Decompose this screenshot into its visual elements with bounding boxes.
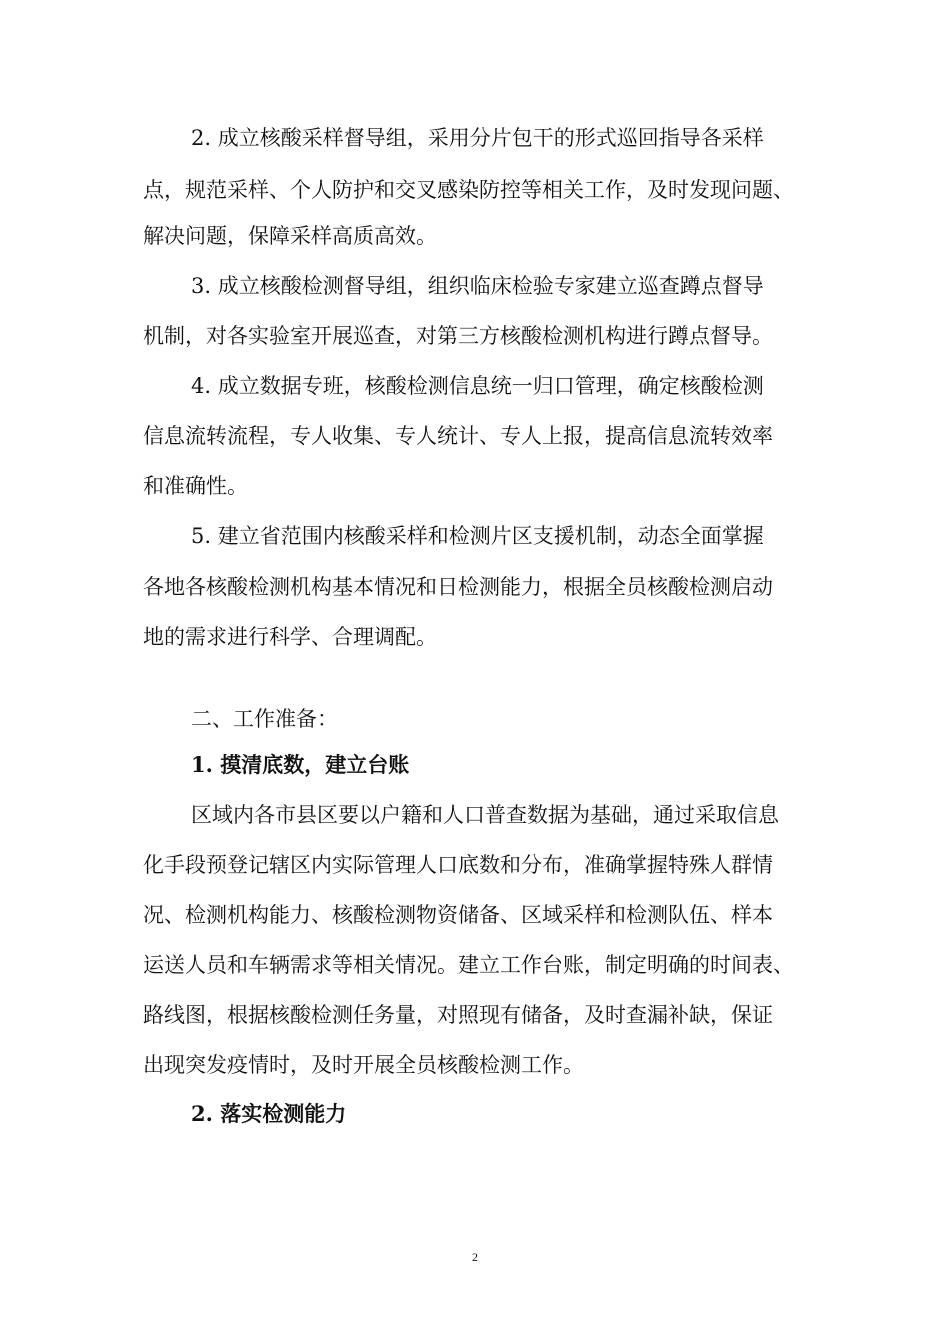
- subsection-1-heading: 1. 摸清底数，建立台账: [191, 752, 410, 777]
- paragraph-5-line-2: 各地各核酸检测机构基本情况和日检测能力，根据全员核酸检测启动: [143, 575, 773, 599]
- section-heading: 二、工作准备：: [191, 707, 338, 731]
- page-number: 2: [472, 1250, 478, 1264]
- paragraph-2-line-3: 解决问题，保障采样高质高效。: [143, 224, 437, 248]
- subsection-1-line-3: 况、检测机构能力、核酸检测物资储备、区域采样和检测队伍、样本: [143, 903, 773, 927]
- paragraph-4-line-2: 信息流转流程，专人收集、专人统计、专人上报，提高信息流转效率: [143, 424, 773, 448]
- paragraph-4-line-3: 和准确性。: [143, 474, 248, 498]
- subsection-1-line-5: 路线图，根据核酸检测任务量，对照现有储备，及时查漏补缺，保证: [143, 1003, 773, 1027]
- paragraph-5-line-3: 地的需求进行科学、合理调配。: [143, 625, 437, 649]
- subsection-2-heading: 2. 落实检测能力: [191, 1101, 347, 1126]
- paragraph-2-line-1: 2. 成立核酸采样督导组，采用分片包干的形式巡回指导各采样: [191, 126, 764, 150]
- subsection-1-line-6: 出现突发疫情时，及时开展全员核酸检测工作。: [143, 1053, 584, 1077]
- paragraph-3-line-1: 3. 成立核酸检测督导组，组织临床检验专家建立巡查蹲点督导: [191, 274, 764, 298]
- subsection-1-line-4: 运送人员和车辆需求等相关情况。建立工作台账，制定明确的时间表、: [143, 953, 794, 977]
- paragraph-4-line-1: 4. 成立数据专班，核酸检测信息统一归口管理，确定核酸检测: [191, 374, 764, 398]
- paragraph-3-line-2: 机制，对各实验室开展巡查，对第三方核酸检测机构进行蹲点督导。: [143, 324, 773, 348]
- subsection-1-line-2: 化手段预登记辖区内实际管理人口底数和分布，准确掌握特殊人群情: [143, 853, 773, 877]
- paragraph-5-line-1: 5. 建立省范围内核酸采样和检测片区支援机制，动态全面掌握: [191, 524, 764, 548]
- paragraph-2-line-2: 点，规范采样、个人防护和交叉感染防控等相关工作，及时发现问题、: [143, 178, 794, 202]
- subsection-1-line-1: 区域内各市县区要以户籍和人口普查数据为基础，通过采取信息: [191, 803, 779, 827]
